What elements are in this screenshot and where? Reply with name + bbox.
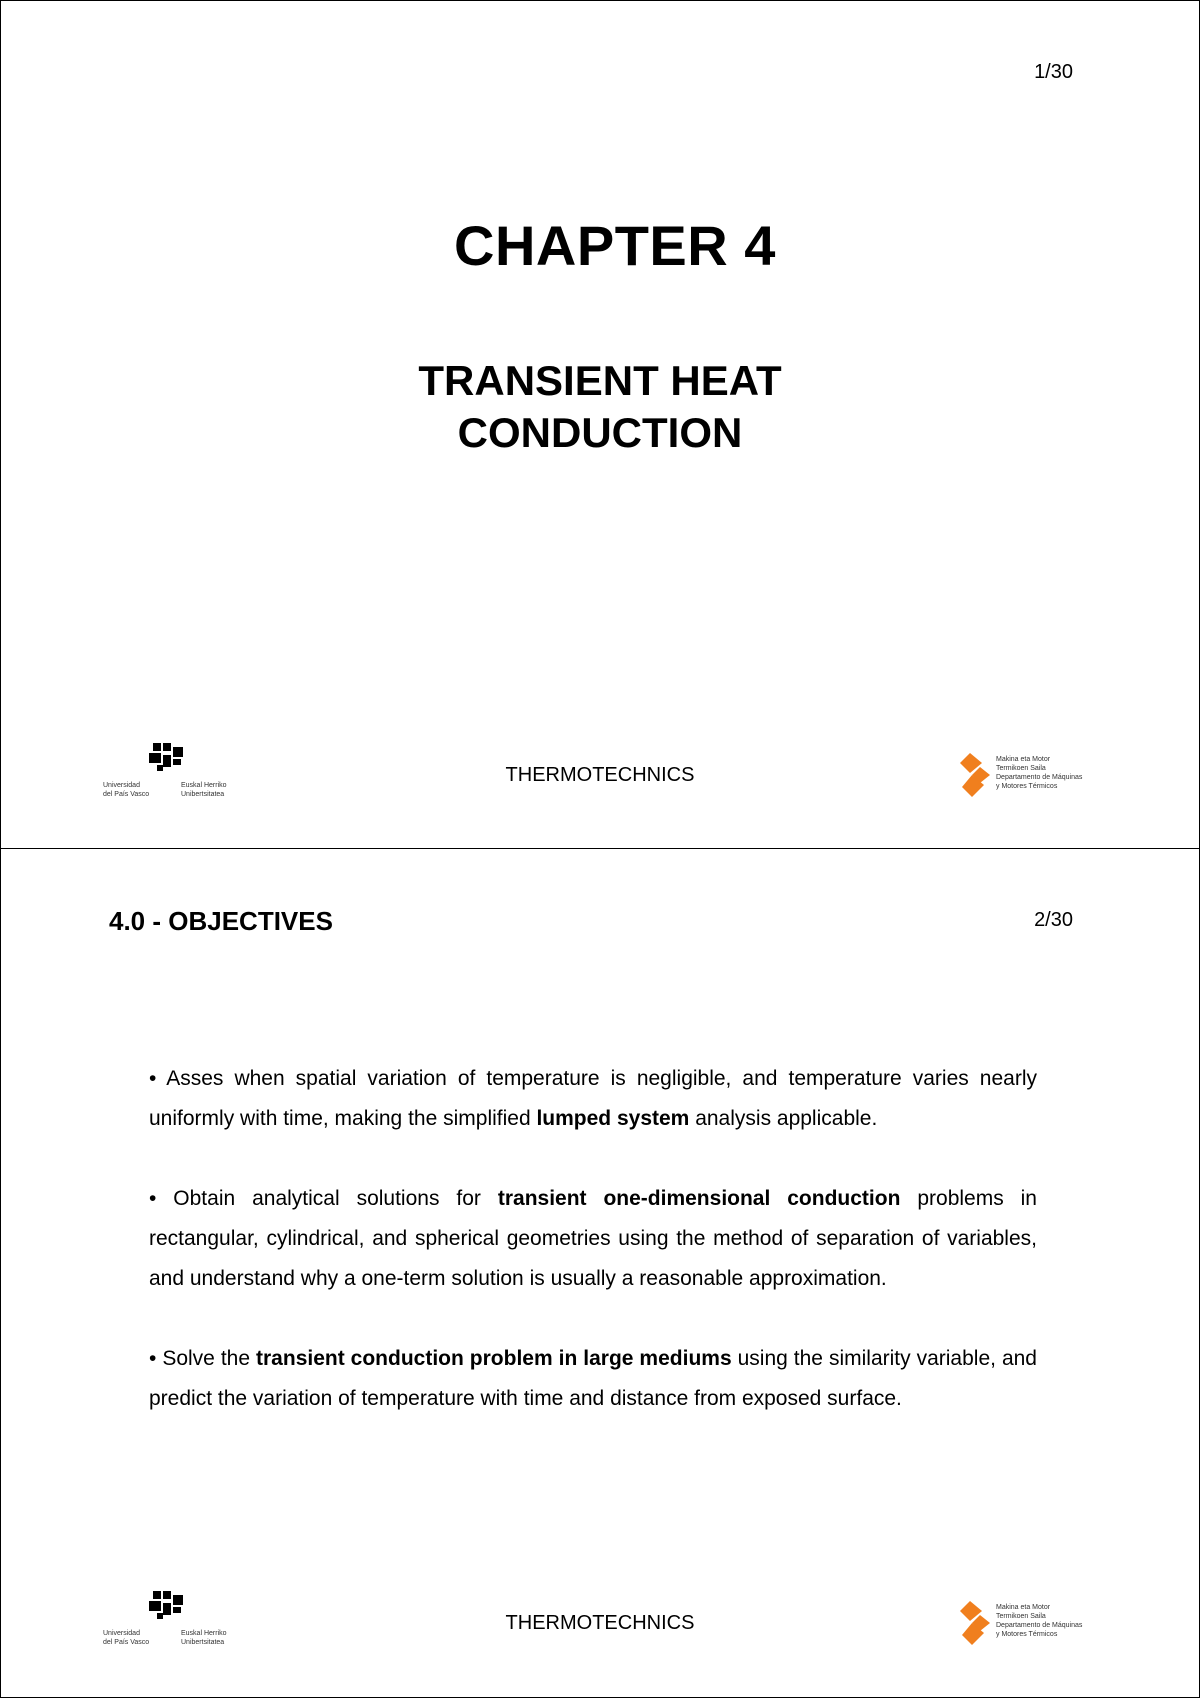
footer-course: THERMOTECHNICS <box>505 1612 695 1634</box>
subtitle-line-1: TRANSIENT HEAT <box>418 357 782 404</box>
objective-item: • Obtain analytical solutions for transient one-dimensional conduction problems in rectangular, cylindrical, and spherical geometries using the method of separation of variables, and understand why a one-term solution is usually a reasonable approximation. <box>149 1187 1037 1290</box>
department-logo <box>956 1597 1106 1649</box>
page-number: 2/30 <box>1034 909 1073 931</box>
svg-text:y Motores Térmicos: y Motores Térmicos <box>996 783 1058 790</box>
logo-left-line1: Universidad <box>103 782 140 789</box>
subtitle-line-2: CONDUCTION <box>457 409 743 456</box>
svg-text:Termikoen Saila: Termikoen Saila <box>996 1613 1046 1620</box>
svg-text:y Motores Térmicos: y Motores Térmicos <box>996 1631 1058 1638</box>
objective-item: • Asses when spatial variation of temperature is negligible, and temperature varies nearly uniformly with time, making the simplified lumped system analysis applicable. <box>149 1067 1037 1130</box>
page-number: 1/30 <box>1034 61 1073 83</box>
objectives-list <box>149 1059 1037 1459</box>
svg-text:Euskal Herriko: Euskal Herriko <box>181 1630 227 1637</box>
logo-right-line2: Unibertsitatea <box>181 791 225 798</box>
slide-title: 4.0 - OBJECTIVES <box>109 906 333 936</box>
svg-text:Universidad: Universidad <box>103 1630 140 1637</box>
footer-course: THERMOTECHNICS <box>505 764 695 786</box>
svg-text:Makina eta Motor: Makina eta Motor <box>996 1604 1051 1611</box>
logo-left-line2: del País Vasco <box>103 791 150 798</box>
logo-right-line1: Euskal Herriko <box>181 782 227 789</box>
slide-2 <box>0 848 1200 1698</box>
svg-text:Makina eta Motor: Makina eta Motor <box>996 756 1051 763</box>
svg-text:Departamento de Máquinas: Departamento de Máquinas <box>996 774 1083 781</box>
chapter-subtitle <box>1 355 1199 459</box>
department-logo <box>956 749 1106 801</box>
chapter-title: CHAPTER 4 <box>454 214 776 277</box>
svg-text:Termikoen Saila: Termikoen Saila <box>996 765 1046 772</box>
svg-text:del País Vasco: del País Vasco <box>103 1639 150 1646</box>
objective-item: • Solve the transient conduction problem in large mediums using the similarity variable, and predict the variation of temperature with time and distance from exposed surface. <box>149 1347 1037 1410</box>
svg-text:Departamento de Máquinas: Departamento de Máquinas <box>996 1622 1083 1629</box>
svg-text:Unibertsitatea: Unibertsitatea <box>181 1639 225 1646</box>
